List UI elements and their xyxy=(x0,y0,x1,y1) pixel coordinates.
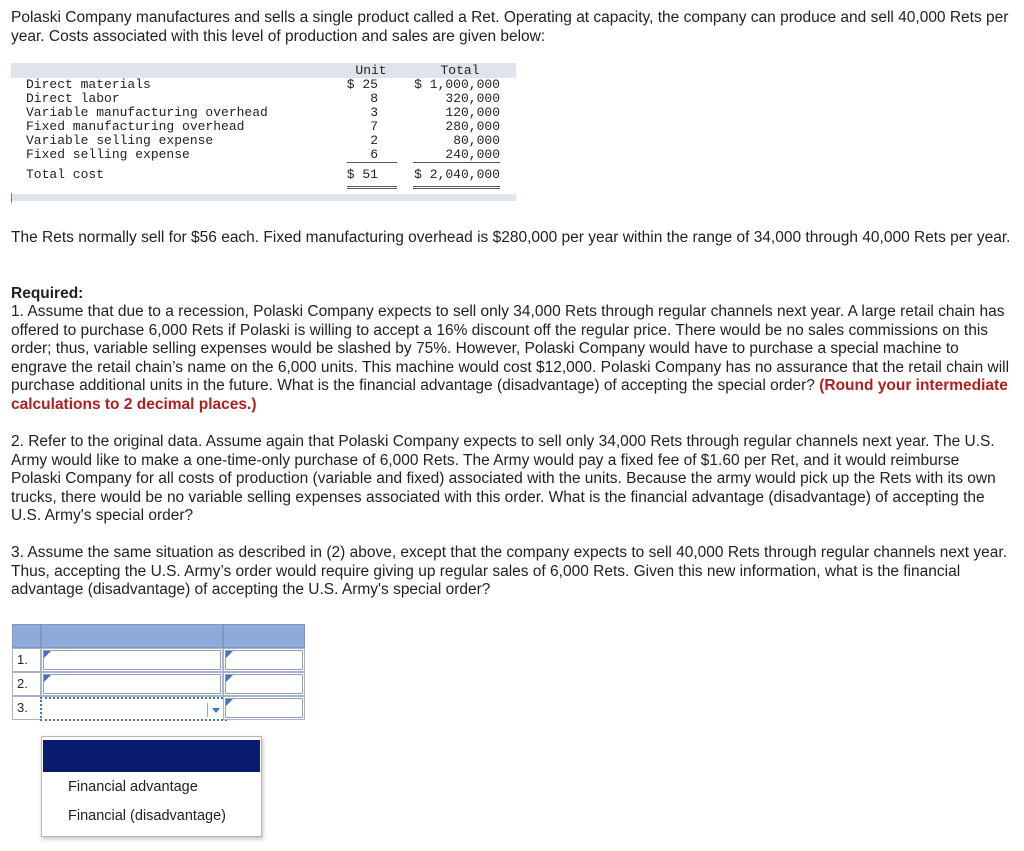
table-footer-band xyxy=(11,194,516,201)
row-total: $ 1,000,000 xyxy=(414,77,500,92)
required-heading: Required: xyxy=(11,285,84,302)
row-label: Direct labor xyxy=(26,91,120,106)
answer-row-3-label-cell xyxy=(41,696,223,720)
answer-row-3-amount-input[interactable] xyxy=(225,698,303,718)
rounding-note: (Round your intermediate calculations to 2 decimal places.) xyxy=(11,377,1008,413)
unit-column-header: Unit xyxy=(355,63,387,78)
row-total: 320,000 xyxy=(445,91,500,106)
requirement-2: 2. Refer to the original data. Assume again that Polaski Company expects to sell only 34,000 Rets through regular channels next year. The U.S. Army would like to make a one-time-only purchase of 6,000 Rets. The Army would pay a fixed fee of $1.60 per Ret, and it would reimburse Polaski Company for all costs of production (variable and fixed) associated with the units. Because the army would pick up the Rets with its own trucks, there would be no variable selling expenses associated with this order. What is the financial advantage (disadvantage) of accepting the U.S. Army's special order? xyxy=(11,433,996,524)
total-total-rule-2 xyxy=(413,188,500,189)
answer-row-1-label-cell xyxy=(41,648,223,672)
total-row-unit: $ 51 xyxy=(346,167,378,182)
answer-row-3-label-select[interactable] xyxy=(40,697,227,721)
row-label: Variable selling expense xyxy=(26,133,214,148)
input-flag-icon xyxy=(226,699,233,706)
answer-row-2-label-cell xyxy=(41,672,223,696)
row-label: Variable manufacturing overhead xyxy=(26,105,268,120)
total-row-label: Total cost xyxy=(26,167,105,182)
input-flag-icon xyxy=(226,651,233,658)
grid-header-label-column xyxy=(41,624,223,648)
requirement-1-text: 1. Assume that due to a recession, Polaski Company expects to sell only 34,000 Rets through regular channels next year. A large retail chain has offered to purchase 6,000 Rets if Polaski is willing to accept a 16% discount off the regular price. There would be no sales commissions on this order; thus, variable selling expenses would be slashed by 75%. However, Polaski Company would have to purchase a special machine to engrave the retail chain’s name on the 6,000 units. This machine would cost $12,000. Polaski Company has no assurance that the retail chain will purchase additional units in the future. What is the financial advantage (disadvantage) of accepting the special order? xyxy=(11,303,1010,394)
intro-paragraph: Polaski Company manufactures and sells a single product called a Ret. Operating at capacity, the company can produce and sell 40,000 Rets per year. Costs associated with this level of production and sales are given below: xyxy=(11,9,1009,45)
answer-row-2-label-select[interactable] xyxy=(43,674,221,694)
total-total-rule-1 xyxy=(413,186,500,187)
row-total: 80,000 xyxy=(453,133,500,148)
price-paragraph: The Rets normally sell for $56 each. Fixed manufacturing overhead is $280,000 per year within the range of 34,000 through 40,000 Rets per year. xyxy=(11,229,1011,246)
row-number: 3. xyxy=(12,696,41,720)
table-row xyxy=(11,106,516,120)
answer-row-2-amount-cell xyxy=(223,672,305,696)
table-row xyxy=(11,120,516,134)
grid-header-corner xyxy=(12,624,41,648)
total-column-header: Total xyxy=(440,63,480,78)
cost-table xyxy=(11,63,516,201)
dropdown-option-disadvantage[interactable]: Financial (disadvantage) xyxy=(68,808,226,824)
row-unit: 7 xyxy=(370,119,378,134)
total-row-total: $ 2,040,000 xyxy=(414,167,500,182)
input-flag-icon xyxy=(226,675,233,682)
unit-total-rule-1 xyxy=(347,186,397,187)
input-flag-icon xyxy=(44,651,51,658)
table-row xyxy=(11,92,516,106)
input-flag-icon xyxy=(44,675,51,682)
row-label: Fixed manufacturing overhead xyxy=(26,119,245,134)
requirement-1 xyxy=(11,303,1013,414)
chevron-down-icon[interactable] xyxy=(212,708,220,713)
answer-grid xyxy=(12,624,305,722)
scroll-tick xyxy=(11,193,12,203)
row-unit: 3 xyxy=(370,105,378,120)
answer-row-1-amount-cell xyxy=(223,648,305,672)
table-row xyxy=(11,134,516,148)
dropdown-blank-option-highlighted[interactable] xyxy=(43,740,260,772)
row-unit: 8 xyxy=(370,91,378,106)
answer-row-3-amount-cell xyxy=(223,696,305,720)
row-label: Fixed selling expense xyxy=(26,147,190,162)
dropdown-option-advantage[interactable]: Financial advantage xyxy=(68,779,198,795)
row-total: 240,000 xyxy=(445,147,500,162)
row-label: Direct materials xyxy=(26,77,151,92)
row-total: 280,000 xyxy=(445,119,500,134)
grid-header-amount-column xyxy=(223,624,305,648)
row-number: 2. xyxy=(12,672,41,696)
total-subtotal-rule xyxy=(413,162,500,163)
answer-row-1-label-select[interactable] xyxy=(43,650,221,670)
dropdown-list xyxy=(41,736,262,837)
select-divider xyxy=(207,703,208,717)
row-unit: 2 xyxy=(370,133,378,148)
row-number: 1. xyxy=(12,648,41,672)
table-row xyxy=(11,148,516,162)
row-unit: $ 25 xyxy=(346,77,378,92)
total-row xyxy=(11,168,516,182)
unit-subtotal-rule xyxy=(347,162,397,163)
table-row xyxy=(11,78,516,92)
answer-row-2-amount-input[interactable] xyxy=(225,674,303,694)
unit-total-rule-2 xyxy=(347,188,397,189)
answer-row-1-amount-input[interactable] xyxy=(225,650,303,670)
requirement-3: 3. Assume the same situation as described in (2) above, except that the company expects to sell 40,000 Rets through regular channels next year. Thus, accepting the U.S. Army’s order would require giving up regular sales of 6,000 Rets. Given this new information, what is the financial advantage (disadvantage) of accepting the U.S. Army's special order? xyxy=(11,544,1008,598)
row-unit: 6 xyxy=(370,147,378,162)
row-total: 120,000 xyxy=(445,105,500,120)
